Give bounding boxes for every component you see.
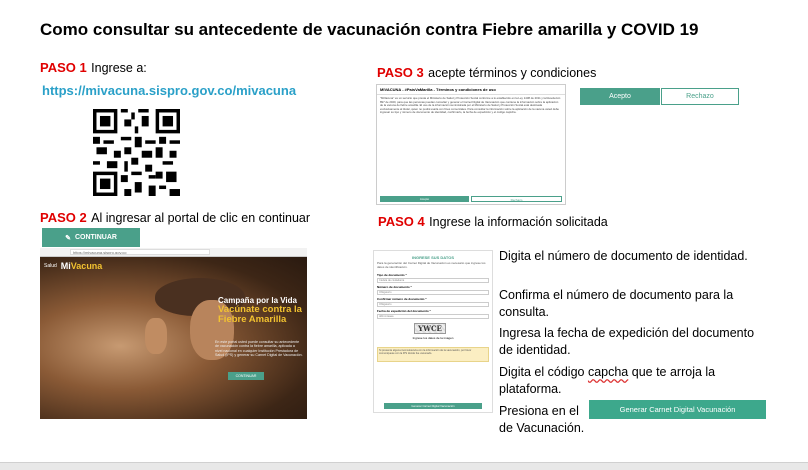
terms-footer (380, 196, 562, 202)
instruction-4c: que te arroja la plataforma. (499, 365, 716, 396)
document-number-input[interactable]: Obligatorio (377, 290, 489, 295)
portal-screenshot (40, 248, 307, 419)
headline-2: Vacúnate contra la Fiebre Amarilla (218, 304, 302, 325)
step-2-label: PASO 2 (40, 210, 87, 225)
step-1-label: PASO 1 (40, 60, 87, 75)
browser-bar (40, 248, 307, 257)
issue-date-input[interactable]: dd/mm/aaaa (377, 314, 489, 319)
form-generate-button[interactable]: Generar Carnet Digital Vacunación (384, 403, 482, 409)
instruction-4b: capcha (587, 365, 629, 379)
portal-headline (218, 296, 303, 325)
step-2 (40, 209, 310, 227)
field-1-label: Tipo de documento * (377, 273, 407, 278)
step-4-text: Ingrese la información solicitada (429, 215, 608, 229)
brand-mi: Mi (60, 261, 71, 271)
instruction-4a: Digita el código (499, 365, 588, 379)
continuar-button[interactable] (42, 228, 140, 247)
thumb-shape (145, 318, 167, 354)
portal-address: https://mivacuna.sispro.gov.co (70, 249, 210, 255)
instruction-3: Ingresa la fecha de expedición del documento de identidad. (499, 326, 755, 357)
mivacuna-logo (44, 261, 102, 271)
form-warning: Si presenta alguna inconsistencia con la información de la vacunación, por favor comuníquese con la IPS donde fue vacunado. (377, 347, 489, 362)
page-title: Como consultar su antecedente de vacunación contra Fiebre amarilla y COVID 19 (40, 20, 699, 39)
terms-screenshot (376, 84, 566, 205)
form-title: INGRESE SUS DATOS (411, 255, 455, 260)
generate-carnet-button[interactable]: Generar Carnet Digital Vacunación (589, 400, 766, 419)
brand-vacuna: Vacuna (70, 261, 103, 271)
terms-heading: MIVACUNA - #PaísVaMarilla - Términos y condiciones de uso (377, 85, 565, 95)
captcha-image: YWCE (414, 323, 446, 334)
terms-reject-mini[interactable]: Rechazo (471, 196, 562, 202)
portal-continue-button[interactable]: CONTINUAR (228, 372, 264, 380)
qr-code-icon (93, 109, 180, 196)
instruction-5a: Presiona en el (499, 404, 579, 418)
terms-body: "MiVacuna" es un servicio que presta el Ministerio de Salud y Protección Social conforme a lo establecido en la Ley 1438 de 2011 y la Resolución 897 de 2020, para que las personas puedan consultar y generar el Carnet Digital de Vacunación que contiene la información sobre la aplicación de la vacuna de fiebre amarilla. El uso de la información suministrada por el Ministerio de Salud y Protección Social está destinada exclusivamente al titular, quien no podrá usarla con fines comerciales. Para consultar la información sobre la aplicación de la vacuna usted debe ingresar su tipo y número de documento de identidad, confirmarlo, la fecha de expedición y el código captcha. (380, 96, 561, 115)
step-3-text: acepte términos y condiciones (428, 66, 597, 80)
step-2-text: Al ingresar al portal de clic en continuar (91, 211, 311, 225)
continuar-label: CONTINUAR (74, 234, 117, 241)
step-3 (377, 64, 596, 82)
data-form-screenshot (373, 250, 493, 413)
step-3-label: PASO 3 (377, 65, 424, 80)
salud-label: Salud (44, 263, 57, 269)
captcha-label: Ingrese los datos de la imagen (412, 336, 454, 341)
bottom-bar (0, 462, 808, 470)
pen-icon: ✎ (65, 234, 71, 242)
form-desc: Para la generación del Carnet Digital de Vacunación es necesario que ingrese los datos de identificación. (377, 261, 486, 269)
instruction-2: Confirma el número de documento para la consulta. (499, 288, 734, 319)
step-4 (378, 213, 608, 231)
portal-body: En este portal usted puede consultar su antecedente de vacunación contra la fiebre amarilla, aplicada a nivel nacional en cualquier Institución Prestadora de Salud (IPS) y generar su Carnet Digital de Vacunación. (215, 340, 303, 358)
instruction-5b: de Vacunación. (499, 421, 585, 435)
confirm-document-input[interactable]: Obligatorio (377, 302, 489, 307)
terms-accept-mini[interactable]: Acepto (380, 196, 469, 202)
field-4-label: Fecha de expedición del documento * (377, 309, 431, 314)
step-1 (40, 59, 147, 77)
mivacuna-link[interactable]: https://mivacuna.sispro.gov.co/mivacuna (42, 83, 297, 98)
reject-button[interactable]: Rechazo (661, 88, 739, 105)
step-4-label: PASO 4 (378, 214, 425, 229)
instruction-1: Digita el número de documento de identidad. (499, 249, 748, 263)
field-3-label: Confirmar número de documento * (377, 297, 427, 302)
instruction-4 (499, 364, 769, 398)
headline-1: Campaña por la Vida (218, 296, 297, 305)
field-2-label: Número de documento * (377, 285, 412, 290)
step-1-text: Ingrese a: (91, 61, 147, 75)
document-type-select[interactable]: Cédula de ciudadanía (377, 278, 489, 283)
accept-button[interactable]: Acepto (580, 88, 660, 105)
